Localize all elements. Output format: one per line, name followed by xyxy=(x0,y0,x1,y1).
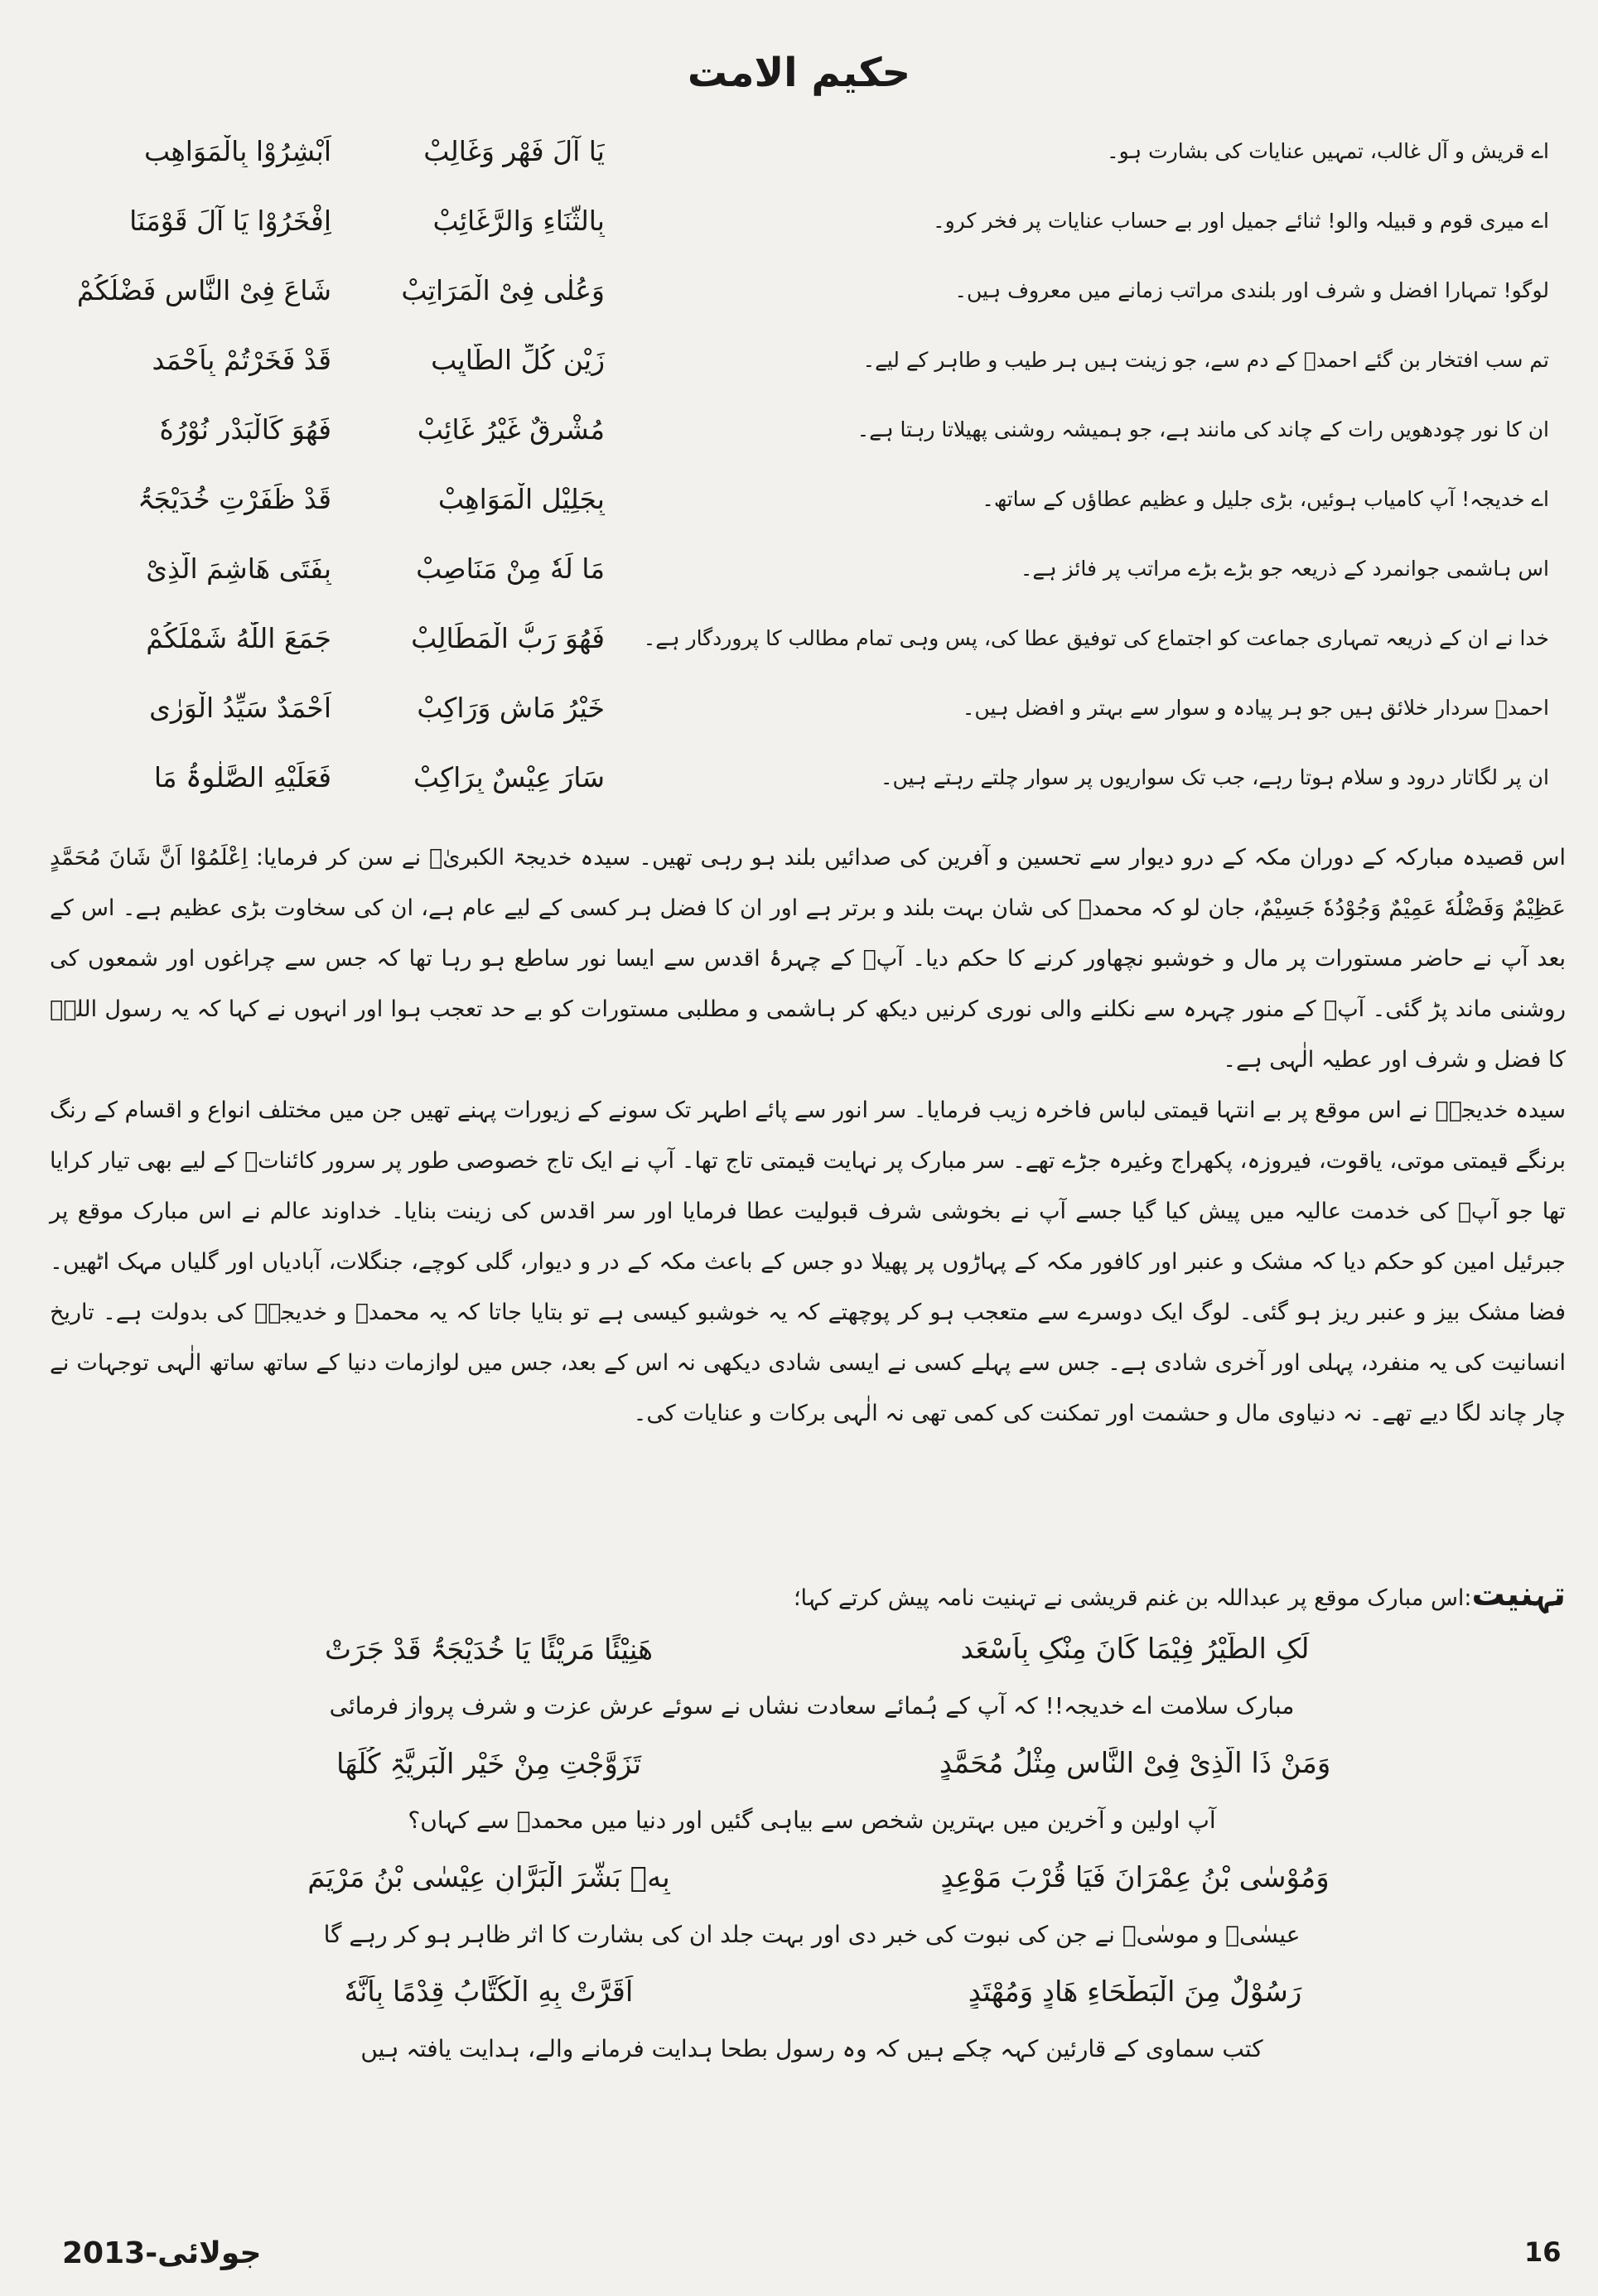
couplet-first-half: جَمَعَ اللّٰهُ شَمْلَکُمْ xyxy=(146,621,331,654)
verse-second-half: رَسُوْلٌ مِنَ الْبَطْحَاءِ هَادٍ وَمُهْتَدٍ xyxy=(968,1975,1302,2009)
couplet-second-half: خَیْرُ مَاشٍ وَرَاکِبْ xyxy=(417,691,605,724)
couplet-second-half: زَیْنِ کُلِّ الطَّایِب xyxy=(431,343,605,376)
tahniat-poem xyxy=(166,1619,1458,2077)
poem-verse xyxy=(166,1734,1458,1793)
couplet-first-half: اِفْخَرُوْا یَا آلَ قَوْمَنَا xyxy=(129,204,331,237)
verse-first-half: بِهٖ بَشَّرَ الْبَرَّانِ عِیْسٰی بْنُ مَرْیَمَ xyxy=(307,1861,670,1894)
verse-translation: آپ اولین و آخرین میں بہترین شخص سے بیاہی گئیں اور دنیا میں محمدؐ سے کہاں؟ xyxy=(408,1806,1216,1834)
couplet-translation: احمدؐ سردار خلائق ہیں جو ہر پیادہ و سوار سے بہتر و افضل ہیں۔ xyxy=(962,695,1549,720)
couplet-first-half: قَدْ فَخَرْتُمْ بِاَحْمَد xyxy=(152,343,331,376)
page-number: 16 xyxy=(1524,2236,1562,2268)
verse-first-half: هَنِیْئًا مَرِیْئًا یَا خُدَیْجَۃُ قَدْ جَرَتْ xyxy=(324,1633,654,1667)
couplet-translation: ان پر لگاتار درود و سلام ہوتا رہے، جب تک سواریوں پر سوار چلتے رہتے ہیں۔ xyxy=(880,765,1549,789)
paragraph: سیدہ خدیجہؑ نے اس موقع پر بے انتہا قیمتی لباس فاخرہ زیب فرمایا۔ سر انور سے پائے اطہر تک سونے کے زیورات پہنے تھیں جن میں مختلف انواع و اقسام کے رنگ برنگے قیمتی موتی، یاقوت، فیروزہ، پکھراج وغیرہ جڑے تھے۔ سر مبارک پر نہایت قیمتی تاج تھا۔ آپ نے ایک تاج خصوصی طور پر سرور کائناتؐ کے لیے بھی تیار کرایا تھا جو آپؐ کی خدمت عالیہ میں پیش کیا گیا جسے آپ نے بخوشی شرف قبولیت عطا فرمایا اور سر اقدس کی زینت بنایا۔ خداوند عالم نے اس مبارک موقع پر جبرئیل امین کو حکم دیا کہ مشک و عنبر اور کافور مکہ کے پہاڑوں پر پھیلا دو جس کے باعث مکہ کے در و دیوار، گلی کوچے، جنگلات، آبادیاں اور گلیاں مہک اٹھیں۔ فضا مشک بیز و عنبر ریز ہو گئی۔ لوگ ایک دوسرے سے متعجب ہو کر پوچھتے کہ یہ خوشبو کیسی ہے تو بتایا جاتا کہ یہ محمدؐ و خدیجہؑ کی بدولت ہے۔ تاریخ انسانیت کی یہ منفرد، پہلی اور آخری شادی ہے۔ جس سے پہلے کسی نے ایسی شادی دیکھی نہ اس کے بعد، جس میں لوازمات دنیا کے ساتھ ساتھ الٰہی توجہات نے چار چاند لگا دیے تھے۔ نہ دنیاوی مال و حشمت اور تمکنت کی کمی تھی نہ الٰہی برکات و عنایات کی۔ xyxy=(50,1097,1566,1426)
verse-translation: مبارک سلامت اے خدیجہ!! کہ آپ کے ہُمائے سعادت نشاں نے سوئے عرش عزت و شرف پرواز فرمائی xyxy=(329,1692,1295,1720)
couplet-second-half: بِالثَّنَاءِ وَالرَّغَائِبْ xyxy=(432,204,605,237)
couplet-row xyxy=(50,533,1566,603)
verse-second-half: وَمَنْ ذَا الَّذِیْ فِیْ النَّاسِ مِثْلُ مُحَمَّدٍ xyxy=(939,1747,1331,1780)
verse-first-half: اَقَرَّتْ بِهِ الْکُتَّابُ قِدْمًا بِاَنَّهٗ xyxy=(344,1975,634,2009)
body-text xyxy=(50,832,1566,1439)
verse-translation: عیسٰیؑ و موسٰیؑ نے جن کی نبوت کی خبر دی اور بہت جلد ان کی بشارت کا اثر ظاہر ہو کر رہے گا xyxy=(323,1921,1301,1948)
poem-verse xyxy=(166,1962,1458,2022)
couplet-first-half: فَهُوَ کَالْبَدْرِ نُوْرُهٗ xyxy=(159,412,331,446)
couplet-row xyxy=(50,255,1566,325)
couplet-second-half: بِجَلِیْلِ الْمَوَاهِبْ xyxy=(437,482,605,515)
couplet-first-half: اَبْشِرُوْا بِالْمَوَاهِب xyxy=(144,134,331,167)
verse-translation: کتب سماوی کے قارئین کہہ چکے ہیں کہ وہ رسول بطحا ہدایت فرمانے والے، ہدایت یافتہ ہیں xyxy=(360,2035,1263,2062)
poem-verse xyxy=(166,1848,1458,1908)
couplet-first-half: شَاعَ فِیْ النَّاسِ فَضْلُکُمْ xyxy=(76,273,331,306)
verse-second-half: لَکِ الطَّیْرُ فِیْمَا کَانَ مِنْکِ بِاَسْعَد xyxy=(960,1633,1310,1666)
arabic-couplets xyxy=(50,116,1566,812)
couplet-translation: تم سب افتخار بن گئے احمدؐ کے دم سے، جو زینت ہیں ہر طیب و طاہر کے لیے۔ xyxy=(862,347,1549,372)
couplet-translation: لوگو! تمہارا افضل و شرف اور بلندی مراتب زمانے میں معروف ہیں۔ xyxy=(954,277,1549,302)
issue-date: جولائی-2013 xyxy=(62,2236,262,2270)
couplet-second-half: سَارَ عِیْسٌ بِرَاکِبْ xyxy=(413,760,605,793)
couplet-translation: اے میری قوم و قبیلہ والو! ثنائے جمیل اور بے حساب عنایات پر فخر کرو۔ xyxy=(932,208,1549,233)
tahniat-heading xyxy=(50,1574,1566,1619)
tahniat-label: تہنیت xyxy=(1471,1575,1566,1613)
couplet-first-half: بِفَتَی هَاشِمَ الَّذِیْ xyxy=(146,552,331,585)
couplet-row xyxy=(50,116,1566,186)
couplet-row xyxy=(50,673,1566,742)
couplet-second-half: مَا لَهٗ مِنْ مَنَاصِبْ xyxy=(416,552,605,585)
couplet-first-half: قَدْ ظَفَرْتِ خُدَیْجَۃُ xyxy=(138,482,331,515)
couplet-translation: ان کا نور چودھویں رات کے چاند کی مانند ہے، جو ہمیشہ روشنی پھیلاتا رہتا ہے۔ xyxy=(857,417,1549,441)
paragraph: اس قصیدہ مبارکہ کے دوران مکہ کے درو دیوار سے تحسین و آفرین کی صدائیں بلند ہو رہی تھیں۔ سیدہ خدیجۃ الکبریٰؑ نے سن کر فرمایا: اِعْلَمُوْا اَنَّ شَانَ مُحَمَّدٍ عَظِیْمٌ وَفَضْلُهٗ عَمِیْمٌ وَجُوْدُهٗ جَسِیْمٌ، جان لو کہ محمدؐ کی شان بہت بلند و برتر ہے اور ان کا فضل ہر کسی کے لیے عام ہے، ان کی سخاوت بڑی عظیم ہے۔ اس کے بعد آپ نے حاضر مستورات پر مال و خوشبو نچھاور کرنے کا حکم دیا۔ آپؐ کے چہرۂ اقدس سے ایسا نور ساطع ہو رہا تھا کہ جس سے چراغوں اور شمعوں کی روشنی ماند پڑ گئی۔ آپؐ کے منور چہرہ سے نکلنے والی نوری کرنیں دیکھ کر ہاشمی و مطلبی مستورات کو بے حد تعجب ہوا اور انہوں نے کہا کہ یہ رسول اللہؐ کا فضل و شرف اور عطیہ الٰہی ہے۔ xyxy=(50,845,1566,1073)
couplet-translation: اے خدیجہ! آپ کامیاب ہوئیں، بڑی جلیل و عظیم عطاؤں کے ساتھ۔ xyxy=(982,486,1549,511)
couplet-row xyxy=(50,603,1566,673)
couplet-row xyxy=(50,394,1566,464)
couplet-first-half: اَحْمَدٌ سَیِّدُ الْوَرٰی xyxy=(149,691,331,724)
couplet-second-half: وَعُلٰی فِیْ الْمَرَاتِبْ xyxy=(401,273,605,306)
couplet-second-half: فَهُوَ رَبُّ الْمَطَالِبْ xyxy=(411,621,605,654)
couplet-translation: خدا نے ان کے ذریعہ تمہاری جماعت کو اجتماع کی توفیق عطا کی، پس وہی تمام مطالب کا پروردگار ہے۔ xyxy=(643,625,1549,650)
couplet-row xyxy=(50,464,1566,533)
poem-verse xyxy=(166,1619,1458,1679)
couplet-second-half: مُشْرِقٌ غَیْرُ غَائِبْ xyxy=(417,412,605,446)
couplet-row xyxy=(50,186,1566,255)
tahniat-intro: :اس مبارک موقع پر عبداللہ بن غنم قریشی نے تہنیت نامہ پیش کرتے کہا؛ xyxy=(793,1585,1472,1611)
page-title: حکیم الامت xyxy=(687,50,911,96)
couplet-row xyxy=(50,742,1566,812)
verse-second-half: وَمُوْسٰی بْنُ عِمْرَانَ فَیَا قُرْبَ مَوْعِدٍ xyxy=(940,1861,1330,1894)
couplet-translation: اس ہاشمی جوانمرد کے ذریعہ جو بڑے بڑے مراتب پر فائز ہے۔ xyxy=(1020,556,1549,581)
verse-first-half: تَزَوَّجْتِ مِنْ خَیْرِ الْبَرِیَّۃِ کُلِّهَا xyxy=(336,1747,642,1781)
couplet-second-half: یَا آلَ فَهْرٍ وَغَالِبْ xyxy=(423,134,605,167)
couplet-first-half: فَعَلَیْهِ الصَّلٰوۃُ مَا xyxy=(153,760,331,793)
couplet-row xyxy=(50,325,1566,394)
couplet-translation: اے قریش و آل غالب، تمہیں عنایات کی بشارت ہو۔ xyxy=(1106,138,1549,163)
